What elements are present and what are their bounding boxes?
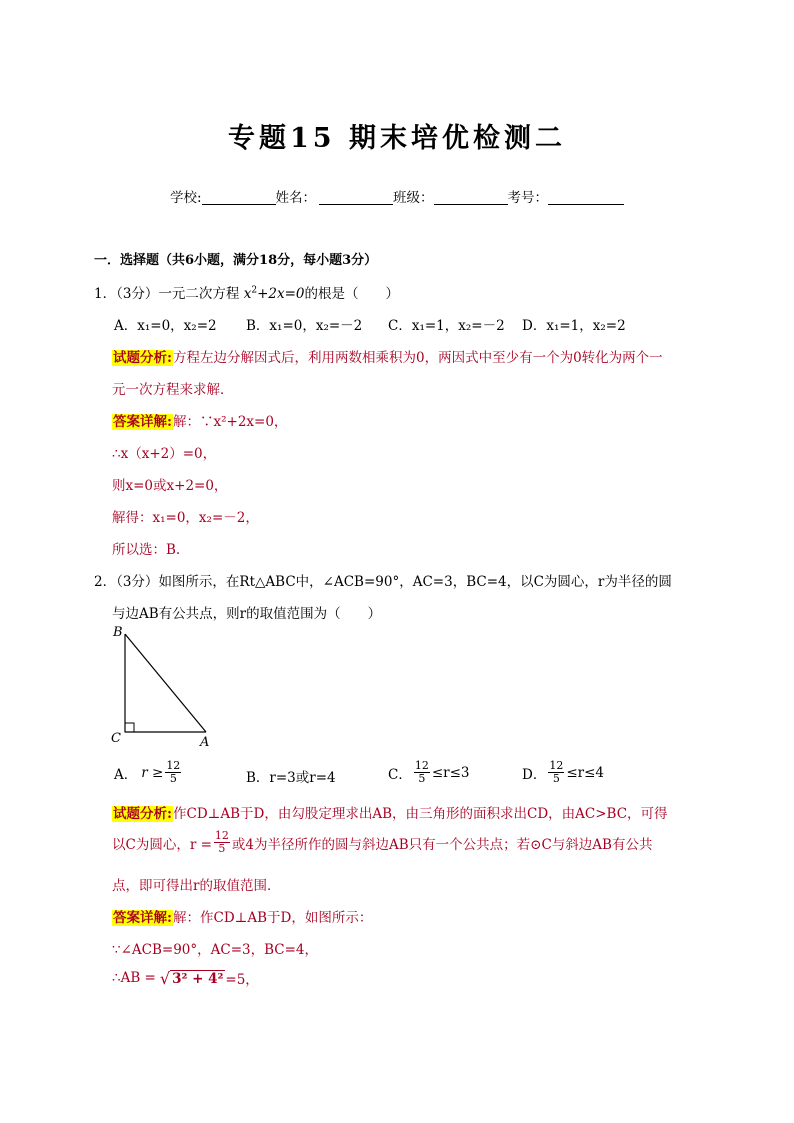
option-label: D．	[522, 766, 547, 783]
option-text: x₁=1，x₂=－2	[411, 318, 505, 334]
fraction	[548, 760, 564, 785]
q2-answer-line3-pre: ∴AB =	[112, 970, 156, 986]
analysis-tag: 试题分析:	[113, 350, 172, 366]
q2-option-a[interactable]	[114, 760, 183, 785]
fraction-numerator: 12	[214, 829, 229, 842]
option-post: ≤r≤3	[431, 764, 470, 781]
answer-tag: 答案详解:	[113, 414, 172, 430]
school-label: 学校:	[169, 190, 202, 206]
q1-number: 1．	[94, 286, 117, 302]
side-ab	[125, 634, 206, 732]
vertex-a-label: A	[200, 735, 210, 750]
q2-analysis	[112, 802, 668, 822]
q1-eq-sup: 2	[251, 285, 258, 296]
option-label: B．	[246, 318, 270, 334]
option-text: x₁=1，x₂=2	[546, 318, 626, 334]
q1-stem	[94, 282, 399, 302]
class-blank[interactable]	[434, 190, 508, 205]
q2-stem-line2: 与边AB有公共点，则r的取值范围为（ ）	[112, 606, 382, 622]
option-label: C．	[388, 318, 412, 334]
q2-analysis-line1: 作CD⊥AB于D，由勾股定理求出AB，由三角形的面积求出CD，由AC>BC，可得	[172, 806, 668, 822]
q2-option-b[interactable]	[246, 766, 336, 786]
fraction-numerator: 12	[166, 759, 181, 772]
q1-answer-line4: 解得：x₁=0，x₂=－2，	[112, 510, 259, 526]
school-blank[interactable]	[202, 190, 276, 205]
q1-option-d[interactable]	[522, 314, 626, 334]
fraction-denominator: 5	[218, 842, 226, 855]
option-text: x₁=0，x₂=－2	[269, 318, 363, 334]
name-label: 姓名：	[275, 190, 317, 206]
q2-analysis-line2	[112, 830, 652, 855]
q2-stem-line1	[94, 570, 672, 590]
exam-no-label: 考号：	[507, 190, 549, 206]
class-label: 班级：	[393, 190, 434, 206]
triangle-figure	[108, 622, 218, 752]
q2-answer-line3	[112, 968, 259, 988]
option-text: x₁=0，x₂=2	[137, 318, 217, 334]
q2-analysis-line3: 点，即可得出r的取值范围．	[112, 878, 281, 894]
q1-answer-line3: 则x=0或x+2=0，	[112, 478, 228, 494]
answer-tag: 答案详解:	[113, 910, 172, 926]
vertex-b-label: B	[113, 625, 123, 640]
q1-eq-rest: +2x=0	[257, 286, 305, 302]
q2-stem-text: 如图所示，在Rt△ABC中，∠ACB=90°，AC=3，BC=4，以C为圆心，r为半径的圆	[158, 574, 672, 590]
option-label: A．	[114, 318, 138, 334]
q1-answer-line2: ∴x（x+2）=0，	[112, 446, 217, 462]
page-title: 专题15 期末培优检测二	[228, 123, 566, 154]
option-post: ≤r≤4	[566, 764, 604, 781]
q2-answer-line3-post: =5，	[225, 972, 259, 988]
option-pre: r ≥	[141, 764, 164, 781]
q1-answer-first	[112, 410, 287, 430]
analysis-tag: 试题分析:	[113, 806, 172, 822]
fraction	[165, 760, 181, 785]
q2-analysis-line2-post: 或4为半径所作的圆与斜边AB只有一个公共点；若⊙C与斜边AB有公共	[231, 836, 653, 853]
option-label: C．	[388, 766, 412, 783]
right-angle-mark	[125, 723, 134, 732]
name-blank[interactable]	[319, 190, 393, 205]
option-text: r=3或r=4	[269, 770, 336, 786]
fraction-denominator: 5	[552, 772, 560, 785]
option-label: A．	[114, 766, 138, 783]
radicand: 3² + 4²	[172, 970, 224, 987]
q2-analysis-line2-pre: 以C为圆心，r =	[112, 836, 212, 853]
q1-eq-var: x	[243, 286, 252, 302]
fraction-numerator: 12	[414, 759, 429, 772]
q1-stem-tail: 的根是（ ）	[304, 286, 400, 302]
q2-answer-line1: 解：作CD⊥AB于D，如图所示：	[172, 910, 373, 926]
exam-no-blank[interactable]	[548, 190, 624, 205]
sqrt-icon: √	[159, 968, 171, 988]
fraction-numerator: 12	[549, 759, 564, 772]
q1-option-a[interactable]	[114, 314, 217, 334]
q1-analysis-line2: 元一次方程来求解．	[112, 382, 234, 398]
option-label: D．	[522, 318, 547, 334]
q1-stem-text: 一元二次方程	[158, 286, 240, 302]
fraction	[414, 760, 430, 785]
q2-option-d[interactable]	[522, 760, 604, 785]
q2-answer-line2: ∵∠ACB=90°，AC=3，BC=4，	[112, 942, 319, 958]
section-heading: 一．选择题（共6小题，满分18分，每小题3分）	[94, 253, 378, 268]
student-info-line	[0, 186, 794, 206]
vertex-c-label: C	[111, 731, 121, 746]
q1-answer-line1: 解：∵x²+2x=0，	[172, 414, 288, 430]
q2-answer-first	[112, 906, 372, 926]
fraction-denominator: 5	[418, 772, 426, 785]
fraction-denominator: 5	[169, 772, 177, 785]
option-label: B．	[246, 770, 270, 786]
q2-score: （3分）	[116, 574, 159, 590]
q2-number: 2．	[94, 574, 117, 590]
q1-analysis	[112, 346, 663, 366]
q2-option-c[interactable]	[388, 760, 470, 785]
q1-option-c[interactable]	[388, 314, 505, 334]
q1-score: （3分）	[116, 286, 159, 302]
fraction	[214, 830, 230, 855]
q1-option-b[interactable]	[246, 314, 362, 334]
q1-analysis-line1: 方程左边分解因式后，利用两数相乘积为0，两因式中至少有一个为0转化为两个一	[172, 350, 663, 366]
q1-answer-line5: 所以选：B.	[112, 542, 181, 558]
